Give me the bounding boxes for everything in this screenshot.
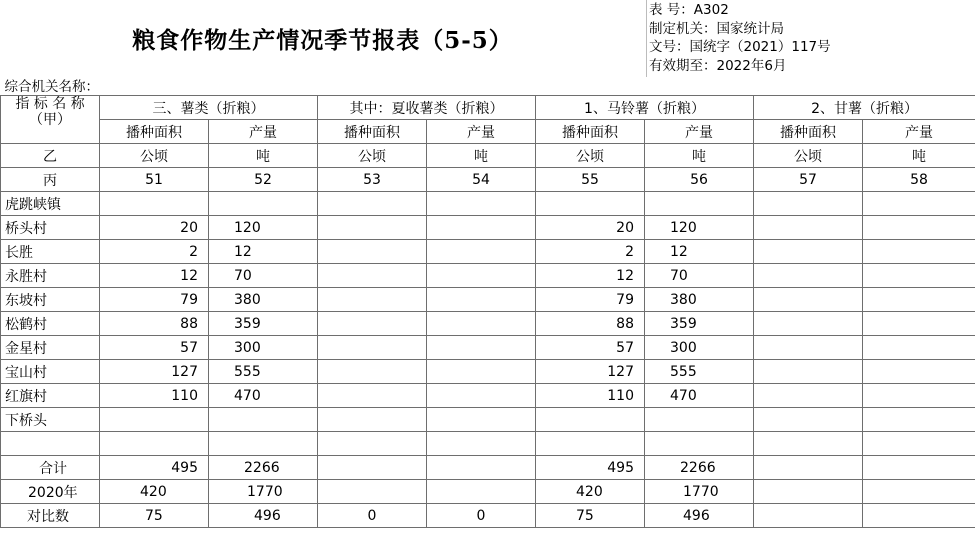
cell-potato-output[interactable]: 70 xyxy=(645,264,754,288)
cell-sweet-area[interactable] xyxy=(754,288,863,312)
cell-summer-output[interactable] xyxy=(427,408,536,432)
cell-output[interactable]: 2266 xyxy=(209,456,318,480)
cell-area[interactable]: 12 xyxy=(100,264,209,288)
row-name[interactable]: 红旗村 xyxy=(1,384,100,408)
sub-header-area: 播种面积 xyxy=(754,120,863,144)
cell-sweet-area[interactable] xyxy=(754,216,863,240)
cell-potato-output[interactable]: 470 xyxy=(645,384,754,408)
cell-summer-area[interactable] xyxy=(318,312,427,336)
table-row xyxy=(1,408,975,432)
row-name[interactable]: 东坡村 xyxy=(1,288,100,312)
cell-potato-output[interactable]: 359 xyxy=(645,312,754,336)
cell-potato-area[interactable]: 2 xyxy=(536,240,645,264)
row-name[interactable]: 对比数 xyxy=(1,504,100,528)
cell-sweet-area[interactable] xyxy=(754,360,863,384)
cell-potato-area[interactable]: 20 xyxy=(536,216,645,240)
unit-ton: 吨 xyxy=(645,144,754,168)
row-name[interactable]: 2020年 xyxy=(1,480,100,504)
cell-potato-area[interactable]: 88 xyxy=(536,312,645,336)
cell-summer-area[interactable] xyxy=(318,288,427,312)
cell-sweet-output[interactable] xyxy=(863,480,975,504)
cell-potato-area[interactable]: 127 xyxy=(536,360,645,384)
cell-sweet-area[interactable] xyxy=(754,312,863,336)
report-meta xyxy=(646,0,975,77)
cell-sweet-output[interactable] xyxy=(863,288,975,312)
table-row xyxy=(1,336,975,360)
cell-summer-area[interactable] xyxy=(318,480,427,504)
cell-potato-output[interactable]: 380 xyxy=(645,288,754,312)
column-code: 54 xyxy=(427,168,536,192)
group-header-potato: 1、马铃薯（折粮） xyxy=(536,96,754,120)
table-row xyxy=(1,384,975,408)
issuing-authority: 制定机关：国家统计局 xyxy=(649,20,784,37)
report-table xyxy=(0,75,975,528)
cell-sweet-output[interactable] xyxy=(863,192,975,216)
header-group-row xyxy=(1,96,975,120)
table-row xyxy=(1,264,975,288)
cell-potato-area[interactable]: 57 xyxy=(536,336,645,360)
cell-potato-output[interactable] xyxy=(645,192,754,216)
cell-potato-output[interactable]: 555 xyxy=(645,360,754,384)
cell-summer-output[interactable] xyxy=(427,480,536,504)
cell-sweet-output[interactable] xyxy=(863,432,975,456)
cell-sweet-area[interactable] xyxy=(754,432,863,456)
unit-hectare: 公顷 xyxy=(536,144,645,168)
cell-sweet-area[interactable] xyxy=(754,480,863,504)
cell-output[interactable]: 12 xyxy=(209,240,318,264)
cell-summer-area[interactable] xyxy=(318,240,427,264)
cell-sweet-output[interactable] xyxy=(863,240,975,264)
sub-header-output: 产量 xyxy=(645,120,754,144)
cell-output[interactable] xyxy=(209,432,318,456)
sub-header-output: 产量 xyxy=(863,120,975,144)
table-row xyxy=(1,288,975,312)
cell-sweet-output[interactable] xyxy=(863,360,975,384)
valid-until: 有效期至：2022年6月 xyxy=(649,57,787,74)
cell-summer-output[interactable] xyxy=(427,360,536,384)
cell-potato-area[interactable] xyxy=(536,408,645,432)
unit-hectare: 公顷 xyxy=(754,144,863,168)
cell-summer-output[interactable] xyxy=(427,240,536,264)
cell-sweet-output[interactable] xyxy=(863,408,975,432)
table-row xyxy=(1,432,975,456)
table-row xyxy=(1,192,975,216)
cell-sweet-output[interactable] xyxy=(863,504,975,528)
cell-area[interactable]: 79 xyxy=(100,288,209,312)
unit-row xyxy=(1,144,975,168)
cell-summer-output[interactable] xyxy=(427,312,536,336)
unit-ton: 吨 xyxy=(209,144,318,168)
cell-output[interactable] xyxy=(209,408,318,432)
report-title: 粮食作物生产情况季节报表（5-5） xyxy=(132,26,513,54)
cell-area[interactable]: 495 xyxy=(100,456,209,480)
cell-summer-area[interactable] xyxy=(318,360,427,384)
cell-summer-output[interactable] xyxy=(427,216,536,240)
cell-sweet-area[interactable] xyxy=(754,192,863,216)
form-number: 表 号：A302 xyxy=(649,2,729,18)
org-label[interactable]: 综合机关名称： xyxy=(1,75,975,96)
cell-sweet-output[interactable] xyxy=(863,384,975,408)
column-code: 58 xyxy=(863,168,975,192)
cell-potato-area[interactable]: 79 xyxy=(536,288,645,312)
org-row xyxy=(1,75,975,96)
cell-potato-output[interactable]: 496 xyxy=(645,504,754,528)
cell-potato-output[interactable]: 120 xyxy=(645,216,754,240)
table-row xyxy=(1,240,975,264)
unit-hectare: 公顷 xyxy=(318,144,427,168)
document-number: 文号：国统字（2021）117号 xyxy=(649,39,831,55)
row-name[interactable]: 虎跳峡镇 xyxy=(1,192,100,216)
cell-summer-area[interactable] xyxy=(318,432,427,456)
cell-output[interactable]: 300 xyxy=(209,336,318,360)
cell-sweet-output[interactable] xyxy=(863,456,975,480)
cell-potato-area[interactable]: 75 xyxy=(536,504,645,528)
cell-summer-output[interactable] xyxy=(427,432,536,456)
sub-header-area: 播种面积 xyxy=(100,120,209,144)
group-header-tubers: 三、薯类（折粮） xyxy=(100,96,318,120)
cell-summer-output[interactable] xyxy=(427,288,536,312)
cell-area[interactable] xyxy=(100,432,209,456)
table-row xyxy=(1,312,975,336)
cell-summer-output[interactable] xyxy=(427,336,536,360)
cell-summer-area[interactable] xyxy=(318,216,427,240)
cell-potato-area[interactable]: 110 xyxy=(536,384,645,408)
code-row xyxy=(1,168,975,192)
row-name[interactable]: 松鹤村 xyxy=(1,312,100,336)
row-name[interactable]: 合计 xyxy=(1,456,100,480)
cell-sweet-area[interactable] xyxy=(754,264,863,288)
column-code: 55 xyxy=(536,168,645,192)
cell-summer-area[interactable] xyxy=(318,408,427,432)
cell-potato-area[interactable]: 495 xyxy=(536,456,645,480)
cell-sweet-output[interactable] xyxy=(863,336,975,360)
row-name[interactable]: 下桥头 xyxy=(1,408,100,432)
cell-sweet-area[interactable] xyxy=(754,504,863,528)
cell-potato-area[interactable]: 420 xyxy=(536,480,645,504)
cell-area[interactable]: 75 xyxy=(100,504,209,528)
group-header-summer-tubers: 其中：夏收薯类（折粮） xyxy=(318,96,536,120)
cell-output[interactable]: 70 xyxy=(209,264,318,288)
column-code: 56 xyxy=(645,168,754,192)
cell-summer-area[interactable] xyxy=(318,456,427,480)
cell-output[interactable]: 380 xyxy=(209,288,318,312)
cell-area[interactable]: 110 xyxy=(100,384,209,408)
cell-area[interactable]: 127 xyxy=(100,360,209,384)
header-sub-row xyxy=(1,120,975,144)
row-name[interactable]: 桥头村 xyxy=(1,216,100,240)
cell-summer-area[interactable] xyxy=(318,336,427,360)
cell-summer-output[interactable] xyxy=(427,264,536,288)
compare-row xyxy=(1,504,975,528)
cell-summer-output[interactable] xyxy=(427,384,536,408)
cell-sweet-area[interactable] xyxy=(754,384,863,408)
cell-summer-output[interactable] xyxy=(427,456,536,480)
cell-potato-area[interactable] xyxy=(536,192,645,216)
indicator-header: 指 标 名 称（甲） xyxy=(1,96,100,144)
cell-sweet-area[interactable] xyxy=(754,456,863,480)
cell-sweet-area[interactable] xyxy=(754,408,863,432)
cell-summer-area[interactable] xyxy=(318,384,427,408)
cell-area[interactable]: 2 xyxy=(100,240,209,264)
row-name[interactable]: 长胜 xyxy=(1,240,100,264)
cell-area[interactable] xyxy=(100,192,209,216)
cell-potato-output[interactable]: 2266 xyxy=(645,456,754,480)
cell-sweet-output[interactable] xyxy=(863,312,975,336)
row-name[interactable] xyxy=(1,432,100,456)
sub-header-area: 播种面积 xyxy=(318,120,427,144)
row-name[interactable]: 永胜村 xyxy=(1,264,100,288)
cell-sweet-area[interactable] xyxy=(754,240,863,264)
unit-ton: 吨 xyxy=(863,144,975,168)
cell-area[interactable]: 20 xyxy=(100,216,209,240)
cell-potato-output[interactable] xyxy=(645,432,754,456)
cell-sweet-area[interactable] xyxy=(754,336,863,360)
cell-potato-output[interactable] xyxy=(645,408,754,432)
cell-summer-area[interactable] xyxy=(318,264,427,288)
cell-area[interactable]: 420 xyxy=(100,480,209,504)
cell-output[interactable]: 496 xyxy=(209,504,318,528)
cell-output[interactable]: 555 xyxy=(209,360,318,384)
cell-potato-output[interactable]: 300 xyxy=(645,336,754,360)
cell-output[interactable]: 470 xyxy=(209,384,318,408)
cell-summer-area[interactable]: 0 xyxy=(318,504,427,528)
cell-summer-output[interactable]: 0 xyxy=(427,504,536,528)
cell-sweet-output[interactable] xyxy=(863,264,975,288)
cell-area[interactable] xyxy=(100,408,209,432)
column-code: 53 xyxy=(318,168,427,192)
sub-header-output: 产量 xyxy=(209,120,318,144)
sub-header-area: 播种面积 xyxy=(536,120,645,144)
cell-summer-output[interactable] xyxy=(427,192,536,216)
cell-potato-output[interactable]: 12 xyxy=(645,240,754,264)
column-code: 51 xyxy=(100,168,209,192)
column-code: 57 xyxy=(754,168,863,192)
cell-potato-area[interactable] xyxy=(536,432,645,456)
cell-output[interactable]: 120 xyxy=(209,216,318,240)
group-header-sweet-potato: 2、甘薯（折粮） xyxy=(754,96,975,120)
cell-output[interactable] xyxy=(209,192,318,216)
cell-summer-area[interactable] xyxy=(318,192,427,216)
table-row xyxy=(1,216,975,240)
cell-output[interactable]: 1770 xyxy=(209,480,318,504)
cell-output[interactable]: 359 xyxy=(209,312,318,336)
unit-hectare: 公顷 xyxy=(100,144,209,168)
column-code: 52 xyxy=(209,168,318,192)
code-row-label: 丙 xyxy=(1,168,100,192)
cell-sweet-output[interactable] xyxy=(863,216,975,240)
cell-area[interactable]: 88 xyxy=(100,312,209,336)
row-name[interactable]: 宝山村 xyxy=(1,360,100,384)
unit-ton: 吨 xyxy=(427,144,536,168)
cell-area[interactable]: 57 xyxy=(100,336,209,360)
prev-year-row xyxy=(1,480,975,504)
unit-row-label: 乙 xyxy=(1,144,100,168)
sub-header-output: 产量 xyxy=(427,120,536,144)
cell-potato-output[interactable]: 1770 xyxy=(645,480,754,504)
cell-potato-area[interactable]: 12 xyxy=(536,264,645,288)
row-name[interactable]: 金星村 xyxy=(1,336,100,360)
totals-row xyxy=(1,456,975,480)
table-row xyxy=(1,360,975,384)
